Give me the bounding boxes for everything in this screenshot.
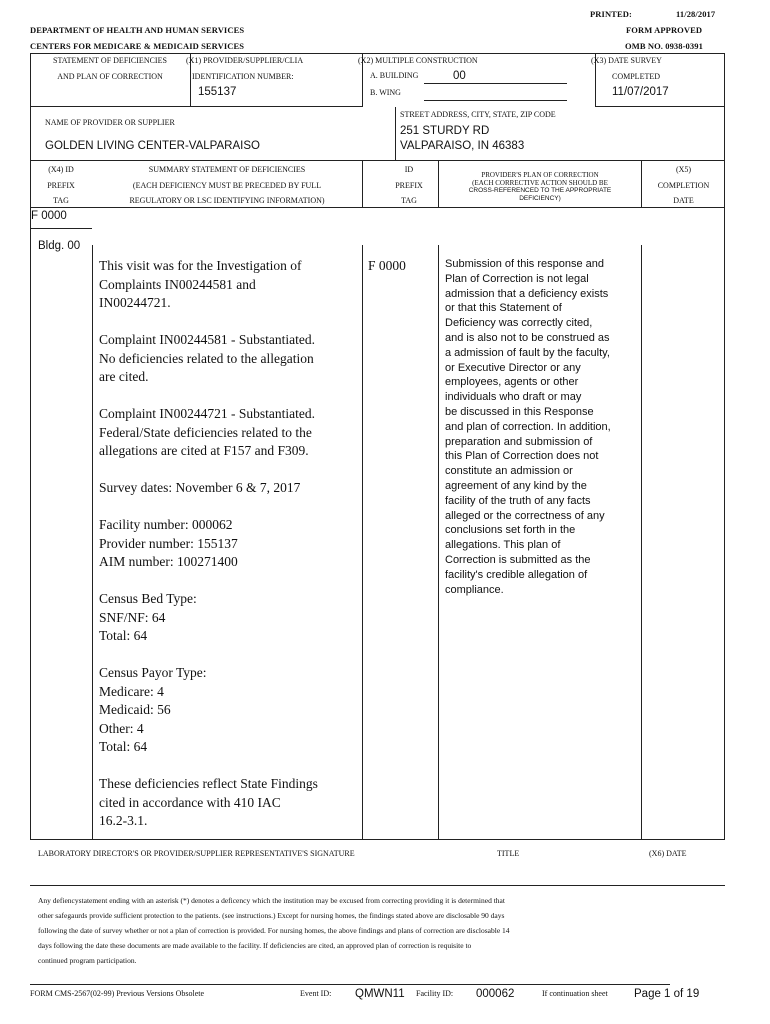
summary-line: Medicare: 4 (99, 683, 164, 699)
facility-id-label: Facility ID: (416, 989, 454, 998)
right-tag: F 0000 (368, 258, 406, 273)
left-tag: F 0000 (31, 210, 67, 222)
x1-label-2: IDENTIFICATION NUMBER: (192, 72, 294, 81)
body-left-border (30, 160, 31, 840)
summary-line: AIM number: 100271400 (99, 554, 238, 569)
plan-line: allegations. This plan of (445, 539, 561, 552)
building-tag: Bldg. 00 (38, 240, 81, 252)
plan-label-1: PROVIDER'S PLAN OF CORRECTION (481, 171, 599, 179)
plan-line: compliance. (445, 583, 504, 596)
director-signature-label: LABORATORY DIRECTOR'S OR PROVIDER/SUPPLIER REPRESENTATIVE'S SIGNATURE (38, 849, 355, 858)
plan-line: or Executive Director or any (445, 361, 581, 374)
summary-line: IN00244721. (99, 295, 171, 310)
header-divider-2 (362, 160, 363, 208)
x3-label-2: COMPLETED (612, 72, 660, 81)
summary-label-3: REGULATORY OR LSC IDENTIFYING INFORMATION) (129, 196, 325, 205)
summary-line (99, 498, 361, 517)
summary-line: allegations are cited at F157 and F309. (99, 443, 309, 458)
body-divider-1 (92, 245, 93, 840)
disclaimer-line: following the date of survey whether or not a plan of correction is provided. For nursing homes, the above findings and plans of correction are disclosable 14 (38, 926, 510, 935)
summary-line: are cited. (99, 369, 149, 384)
top-box-top-border (30, 53, 725, 54)
statement-label-1: STATEMENT OF DEFICIENCIES (53, 56, 167, 65)
provider-left-border (30, 107, 31, 160)
centers-title: CENTERS FOR MEDICARE & MEDICAID SERVICES (30, 41, 245, 51)
plan-line: Correction is submitted as the (445, 553, 591, 566)
address-line-1: 251 STURDY RD (400, 125, 490, 137)
disclaimer-line: continued program participation. (38, 956, 137, 965)
plan-line: individuals who draft or may (445, 391, 582, 404)
plan-label-2: (EACH CORRECTIVE ACTION SHOULD BE (472, 179, 608, 187)
summary-line: These deficiencies reflect State Findings (99, 776, 318, 791)
wing-underline (424, 100, 567, 101)
body-divider-4 (641, 245, 642, 840)
summary-statement (99, 257, 361, 831)
summary-line: No deficiencies related to the allegation (99, 350, 314, 366)
summary-line: Other: 4 (99, 720, 144, 736)
summary-line: 16.2-3.1. (99, 813, 148, 828)
plan-line: admission that a deficiency exists (445, 287, 609, 300)
summary-line: cited in accordance with 410 IAC (99, 794, 281, 810)
x1-provider-number: 155137 (198, 86, 237, 98)
plan-line: conclusions set forth in the (445, 524, 576, 537)
event-id: QMWN11 (355, 988, 405, 1000)
header-divider-4 (641, 160, 642, 208)
header-divider-3 (438, 160, 439, 208)
provider-right-border (724, 107, 725, 160)
summary-line: SNF/NF: 64 (99, 609, 166, 625)
plan-line: Submission of this response and (445, 258, 604, 270)
top-box-bottom-border-3 (595, 106, 725, 107)
summary-line (99, 461, 361, 480)
plan-line: constitute an admission or (445, 465, 573, 478)
summary-line: Provider number: 155137 (99, 535, 238, 551)
plan-line: and plan of correction. In addition, (445, 420, 611, 433)
disclaimer-line: Any defiencystatement ending with an asterisk (*) denotes a deficency which the institution may be excused from correcting providing it is determined that (38, 896, 505, 905)
id-label-1: ID (404, 165, 414, 174)
plan-line: alleged or the correctness of any (445, 509, 605, 522)
body-right-border (724, 160, 725, 840)
summary-line: Census Payor Type: (99, 665, 207, 680)
form-number: FORM CMS-2567(02-99) Previous Versions Obsolete (30, 989, 205, 998)
plan-line: or that this Statement of (445, 302, 562, 315)
summary-line (99, 757, 361, 776)
x2-label: (X2) MULTIPLE CONSTRUCTION (358, 56, 478, 65)
x1-label: (X1) PROVIDER/SUPPLIER/CLIA (186, 56, 304, 65)
building-underline (424, 83, 567, 84)
plan-line: facility of the truth of any facts (445, 494, 591, 507)
x5-label-3: DATE (673, 196, 694, 205)
summary-line: Total: 64 (99, 739, 148, 754)
building-label: A. BUILDING (370, 71, 419, 80)
summary-line (99, 387, 361, 406)
x4-label-1: (X4) ID (48, 165, 74, 174)
id-label-2: PREFIX (395, 181, 423, 190)
plan-line: Plan of Correction is not legal (445, 272, 589, 285)
date-survey-completed: 11/07/2017 (612, 86, 669, 98)
provider-name-label: NAME OF PROVIDER OR SUPPLIER (45, 118, 175, 127)
disclaimer-line: other safegaurds provide sufficient protection to the patients. (see instructions.) Except for nursing homes, the findings stated above are disclosable 90 days (38, 911, 505, 920)
x4-label-2: PREFIX (47, 181, 75, 190)
plan-line: preparation and submission of (445, 435, 593, 448)
x5-label-1: (X5) (675, 165, 692, 174)
printed-label: PRINTED: (590, 9, 632, 19)
summary-line: Complaint IN00244721 - Substantiated. (99, 406, 315, 421)
plan-label-3: CROSS-REFERENCED TO THE APPROPRIATE (468, 187, 612, 194)
provider-name: GOLDEN LIVING CENTER-VALPARAISO (45, 140, 260, 152)
plan-line: be discussed in this Response (445, 405, 594, 418)
title-label: TITLE (497, 849, 520, 858)
plan-line: and is also not to be construed as (445, 331, 610, 344)
plan-line: employees, agents or other (445, 376, 579, 389)
wing-label: B. WING (370, 88, 401, 97)
continuation-label: If continuation sheet (542, 989, 608, 998)
x3-label: (X3) DATE SURVEY (591, 56, 662, 65)
plan-line: Deficiency was correctly cited, (445, 317, 593, 330)
x4-label-3: TAG (53, 196, 69, 205)
address-line-2: VALPARAISO, IN 46383 (400, 140, 525, 152)
summary-line: This visit was for the Investigation of (99, 258, 302, 273)
plan-of-correction (445, 257, 639, 597)
summary-label-1: SUMMARY STATEMENT OF DEFICIENCIES (148, 165, 306, 174)
top-box-bottom-border-1 (30, 106, 190, 107)
statement-label-2: AND PLAN OF CORRECTION (57, 72, 163, 81)
body-divider-3 (438, 245, 439, 840)
body-divider-2 (362, 245, 363, 840)
summary-line: Survey dates: November 6 & 7, 2017 (99, 480, 301, 495)
summary-line: Federal/State deficiencies related to the (99, 424, 312, 440)
summary-line (99, 572, 361, 591)
building-value: 00 (453, 70, 466, 82)
summary-line (99, 313, 361, 332)
summary-line (99, 646, 361, 665)
plan-line: agreement of any kind by the (445, 479, 587, 492)
disclaimer-text (38, 893, 718, 968)
summary-line: Complaint IN00244581 - Substantiated. (99, 332, 315, 347)
plan-line: a admission of fault by the faculty, (445, 346, 610, 359)
body-bottom-border (30, 839, 725, 840)
plan-line: this Plan of Correction does not (445, 450, 599, 463)
date-label: (X6) DATE (649, 849, 687, 858)
x5-label-2: COMPLETION (657, 181, 710, 190)
summary-line: Complaints IN00244581 and (99, 276, 256, 292)
address-label: STREET ADDRESS, CITY, STATE, ZIP CODE (400, 110, 556, 119)
left-tag-underline (30, 228, 92, 229)
plan-line: facility's credible allegation of (445, 568, 588, 581)
top-box-right-border (724, 53, 725, 107)
summary-line: Census Bed Type: (99, 591, 197, 606)
id-label-3: TAG (401, 196, 417, 205)
form-approved: FORM APPROVED (626, 25, 703, 35)
disclaimer-line: days following the date these documents are made available to the facility. If deficiencies are cited, an approved plan of correction is requisite to (38, 941, 472, 950)
printed-date: 11/28/2017 (676, 9, 716, 19)
omb-number: OMB NO. 0938-0391 (625, 41, 703, 51)
summary-label-2: (EACH DEFICIENCY MUST BE PRECEDED BY FULL (132, 181, 322, 190)
event-id-label: Event ID: (300, 989, 332, 998)
facility-id: 000062 (476, 988, 515, 1000)
page-number: Page 1 of 19 (634, 988, 700, 1000)
department-title: DEPARTMENT OF HEALTH AND HUMAN SERVICES (30, 25, 245, 35)
top-box-bottom-border-2 (190, 106, 362, 107)
plan-label-4: DEFICIENCY) (519, 195, 561, 202)
signature-bottom-line (30, 885, 725, 886)
summary-line: Total: 64 (99, 628, 148, 643)
provider-divider (395, 107, 396, 160)
column-header-top-border (30, 160, 725, 161)
footer-top-line (30, 984, 670, 985)
summary-line: Medicaid: 56 (99, 702, 171, 717)
column-header-bottom-border (30, 207, 725, 208)
summary-line: Facility number: 000062 (99, 517, 233, 532)
